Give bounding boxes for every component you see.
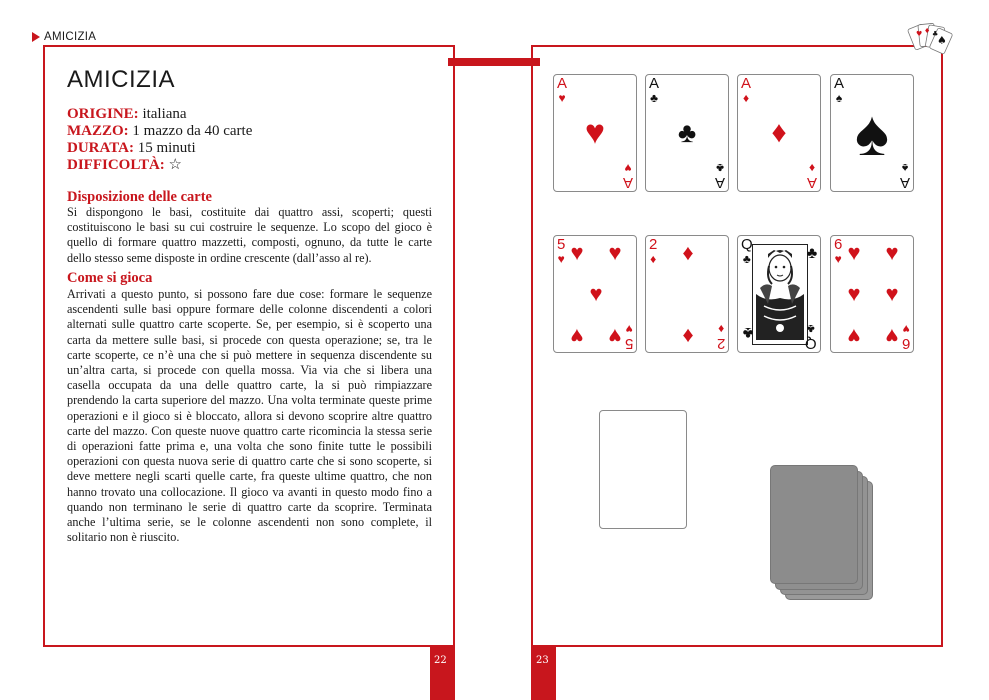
heart-icon: ♥ — [589, 281, 603, 306]
diamond-icon: ♦ — [808, 161, 816, 175]
diamond-icon: ♦ — [650, 252, 657, 266]
svg-text:♥: ♥ — [916, 30, 923, 38]
heart-icon: ♥ — [625, 322, 633, 336]
heart-icon: ♥ — [885, 324, 899, 349]
heart-icon: ♥ — [558, 91, 566, 105]
svg-text:♣: ♣ — [932, 30, 939, 38]
running-header — [32, 31, 96, 43]
heart-icon: ♥ — [584, 113, 606, 152]
section-heading-howto: Come si gioca — [67, 270, 153, 286]
heart-icon: ♥ — [557, 252, 565, 266]
running-header-label: AMICIZIA — [44, 31, 97, 43]
stock-pile-top[interactable] — [770, 465, 858, 584]
right-page-frame-bottom — [531, 645, 943, 647]
club-icon: ♣ — [807, 322, 816, 336]
info-origin: ORIGINE: italiana — [67, 106, 187, 122]
heart-icon: ♥ — [570, 240, 584, 265]
diamond-icon: ♦ — [742, 91, 750, 105]
tableau-card-queen-clubs[interactable]: Q ♣ ♣ ♣ Q ♣ — [737, 235, 821, 353]
diamond-icon: ♦ — [682, 324, 694, 349]
page-number-left: 22 — [434, 655, 447, 666]
heart-icon: ♥ — [570, 324, 584, 349]
heart-icon: ♥ — [847, 324, 861, 349]
heart-icon: ♥ — [834, 252, 842, 266]
club-icon: ♣ — [742, 252, 751, 266]
svg-text:♦: ♦ — [924, 27, 931, 35]
tableau-card-five-hearts[interactable]: 5 ♥ ♥ ♥ ♥ ♥ ♥ 5 ♥ — [553, 235, 637, 353]
club-icon: ♣ — [716, 161, 724, 175]
club-icon: ♣ — [650, 91, 658, 105]
spine-bar — [448, 58, 540, 66]
club-icon: ♣ — [742, 324, 754, 341]
info-difficulty: DIFFICOLTÀ: ☆ — [67, 157, 182, 173]
game-info — [67, 106, 252, 174]
triangle-marker-icon — [32, 32, 40, 42]
tableau-card-six-hearts[interactable]: 6 ♥ ♥ ♥ ♥ ♥ ♥ ♥ 6 ♥ — [830, 235, 914, 353]
heart-icon: ♥ — [624, 161, 632, 175]
club-icon: ♣ — [806, 245, 818, 262]
svg-text:♠: ♠ — [937, 34, 947, 47]
spade-icon: ♠ — [835, 91, 843, 105]
queen-portrait-icon — [752, 244, 808, 345]
heart-icon: ♥ — [885, 240, 899, 265]
heart-icon: ♥ — [608, 240, 622, 265]
spade-icon: ♠ — [855, 97, 889, 169]
foundation-card-ace-diamonds[interactable]: A ♦ ♦ A ♦ — [737, 74, 821, 192]
left-page-frame-bottom — [43, 645, 455, 647]
page-title: AMICIZIA — [67, 66, 176, 93]
page-number-right: 23 — [536, 655, 549, 666]
info-deck: MAZZO: 1 mazzo da 40 carte — [67, 123, 253, 139]
club-icon: ♣ — [677, 117, 697, 148]
playing-cards-logo-icon — [903, 20, 953, 64]
tableau-card-two-diamonds[interactable]: 2 ♦ ♦ ♦ 2 ♦ — [645, 235, 729, 353]
foundation-card-ace-clubs[interactable]: A ♣ ♣ A ♣ — [645, 74, 729, 192]
heart-icon: ♥ — [902, 322, 910, 336]
section-body-setup: Si dispongono le basi, costituite dai quattro assi, scoperti; questi costituiscono le basi su cui costruire le sequenze. Lo scopo del gioco è quello di formare quattro mazzetti, composti, ognuno, da tutte le carte dello stesso seme disposte in ordine crescente (dall’asso al re). — [67, 205, 432, 265]
heart-icon: ♥ — [885, 281, 899, 306]
section-heading-setup: Disposizione delle carte — [67, 189, 212, 205]
section-body-howto: Arrivati a questo punto, si possono fare due cose: formare le sequenze ascendenti sulle basi oppure formare delle colonne discendenti a colori alternati sulle quattro carte scoperte. Se, per esempio, si è scoperto una carta da mettere sulle basi, si procede con questa operazione; se, tra le carte scoperte, ce n’è una che si può mettere in sequenza discendente su un’altra carta, si procede con quella mossa. Via via che si libera una casella occupata da una delle quattro carte, la si può rimpiazzare prendendo la carta superiore del mazzo. Una volta terminate queste prime operazioni e il gioco si è bloccato, allora si devono scoprire altre quattro carte del mazzo. Con queste nuove quattro carte ricomincia la stessa serie di operazioni fatte prima e, una volta che sono finite tutte le possibili operazioni con questa nuova serie di quattro carte che si sono scoperte, si deve mettere negli scarti quelle carte, fra queste ultime quattro, che non hanno trovato una collocazione. Il gioco va avanti in questo modo fino a quando non terminano le serie di quattro carte da scoprire. Terminata anche l’ultima serie, se le colonne ascendenti non sono complete, il solitario non è riuscito. — [67, 287, 432, 545]
diamond-icon: ♦ — [682, 240, 694, 265]
info-duration: DURATA: 15 minuti — [67, 140, 196, 156]
foundation-card-ace-hearts[interactable]: A ♥ ♥ A ♥ — [553, 74, 637, 192]
heart-icon: ♥ — [608, 324, 622, 349]
spade-icon: ♠ — [901, 161, 909, 175]
discard-slot-empty[interactable] — [599, 410, 687, 529]
diamond-icon: ♦ — [771, 116, 787, 149]
foundation-card-ace-spades[interactable]: A ♠ ♠ A ♠ — [830, 74, 914, 192]
heart-icon: ♥ — [847, 281, 861, 306]
diamond-icon: ♦ — [717, 322, 724, 336]
heart-icon: ♥ — [847, 240, 861, 265]
